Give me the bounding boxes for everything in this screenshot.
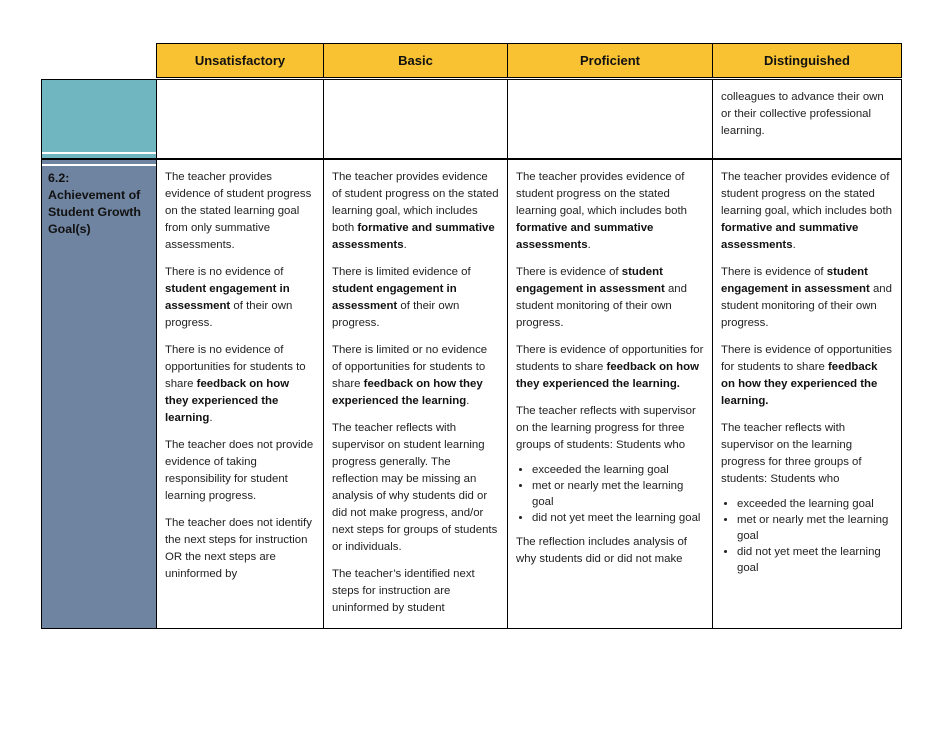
list-item: • exceeded the learning goal <box>532 462 704 478</box>
list-item: • met or nearly met the learning goal <box>737 512 893 544</box>
header-unsatisfactory: Unsatisfactory <box>156 43 324 78</box>
list-item: • met or nearly met the learning goal <box>532 478 704 510</box>
criterion-label <box>41 159 157 629</box>
continued-text: colleagues to advance their own or their collective professional learning. <box>721 91 884 137</box>
paragraph: There is evidence of student engagement in assessment and student monitoring of their own progress. <box>721 266 892 329</box>
paragraph: There is limited or no evidence of opportunities for students to share feedback on how they experienced the learning. <box>332 344 488 407</box>
bullet-list <box>721 496 893 576</box>
list-item: • exceeded the learning goal <box>737 496 893 512</box>
paragraph: The teacher reflects with supervisor on the learning progress for three groups of students: Students who <box>516 405 696 451</box>
cell-distinguished <box>712 159 902 629</box>
paragraph: The reflection includes analysis of why students did or did not make <box>516 536 687 565</box>
side-label-continued <box>41 79 157 159</box>
header-basic: Basic <box>323 43 508 78</box>
bullet-list <box>516 462 704 526</box>
paragraph: The teacher does not identify the next steps for instruction OR the next steps are uninformed by <box>165 517 312 580</box>
continued-cell-proficient <box>507 79 713 159</box>
cell-basic <box>323 159 508 629</box>
divider <box>42 164 156 166</box>
list-item: • did not yet meet the learning goal <box>737 544 893 576</box>
list-item: • did not yet meet the learning goal <box>532 510 704 526</box>
paragraph: There is no evidence of student engagement in assessment of their own progress. <box>165 266 293 329</box>
paragraph: The teacher’s identified next steps for instruction are uninformed by student <box>332 568 475 614</box>
paragraph: The teacher provides evidence of student progress on the stated learning goal, which includes both formative and summative assessments. <box>516 171 687 251</box>
divider <box>42 152 156 154</box>
paragraph: The teacher reflects with supervisor on the learning progress for three groups of students: Students who <box>721 422 862 485</box>
continued-cell-unsatisfactory <box>156 79 324 159</box>
paragraph: The teacher provides evidence of student progress on the stated learning goal, which includes both formative and summative assessments. <box>332 171 499 251</box>
paragraph: There is evidence of opportunities for students to share feedback on how they experienced the learning. <box>721 344 892 407</box>
criterion-title: Achievement of Student Growth Goal(s) <box>48 188 141 236</box>
continued-cell-basic <box>323 79 508 159</box>
paragraph: There is limited evidence of student engagement in assessment of their own progress. <box>332 266 471 329</box>
header-distinguished: Distinguished <box>712 43 902 78</box>
header-proficient: Proficient <box>507 43 713 78</box>
paragraph: The teacher reflects with supervisor on student learning progress generally. The reflection may be missing an analysis of why students did or did not make progress, and/or next steps for groups of students or individuals. <box>332 422 498 553</box>
paragraph: The teacher provides evidence of student progress on the stated learning goal, which includes both formative and summative assessments. <box>721 171 892 251</box>
criterion-number: 6.2: <box>48 171 70 185</box>
paragraph: There is evidence of student engagement in assessment and student monitoring of their own progress. <box>516 266 687 329</box>
paragraph: The teacher does not provide evidence of taking responsibility for student learning progress. <box>165 439 314 502</box>
paragraph: There is evidence of opportunities for students to share feedback on how they experienced the learning. <box>516 344 704 390</box>
paragraph: The teacher provides evidence of student progress on the stated learning goal from only summative assessments. <box>165 171 312 251</box>
cell-unsatisfactory <box>156 159 324 629</box>
paragraph: There is no evidence of opportunities for students to share feedback on how they experienced the learning. <box>165 344 306 424</box>
continued-cell-distinguished <box>712 79 902 159</box>
cell-proficient <box>507 159 713 629</box>
